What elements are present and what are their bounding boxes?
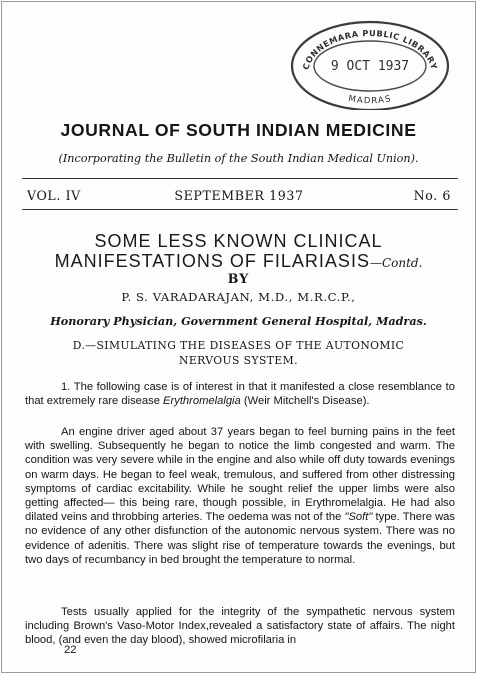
page-number: 22	[64, 644, 77, 656]
header-rule-bottom	[22, 209, 458, 210]
byline: BY	[227, 271, 250, 286]
header-rule-top	[22, 178, 458, 179]
paragraph-2-text-b: type. There was no evidence of any other disfunction of the autonomic nervous system. There was no evidence of adenitis. There was slight rise of temperature towards the evenings, but two days of recumbancy in bed brought the temperature to normal.	[25, 511, 455, 566]
paragraph-2	[25, 425, 455, 567]
section-heading-line1: D.—SIMULATING THE DISEASES OF THE AUTONOMIC	[72, 339, 405, 352]
volume-label: VOL. IV	[27, 188, 81, 203]
article-title-line1: SOME LESS KNOWN CLINICAL	[94, 231, 383, 251]
article-title-line2-text: MANIFESTATIONS OF FILARIASIS	[54, 251, 370, 271]
section-heading	[2, 338, 475, 368]
issue-number: No. 6	[413, 188, 451, 203]
article-title	[2, 231, 475, 273]
paragraph-3	[25, 605, 455, 648]
paragraph-1	[25, 380, 455, 408]
paragraph-1-emphasis: Erythromelalgia	[163, 395, 241, 408]
paragraph-1-text-a: 1. The following case is of interest in that it manifested a close resemblance to that extremely rare disease	[25, 381, 455, 408]
section-heading-line2: NERVOUS SYSTEM.	[179, 354, 298, 367]
paragraph-1-text-b: (Weir Mitchell's Disease).	[240, 395, 370, 408]
library-stamp	[286, 14, 454, 110]
journal-subtitle: (Incorporating the Bulletin of the South Indian Medical Union).	[58, 152, 419, 165]
svg-text:CONNEMARA PUBLIC LIBRARY: CONNEMARA PUBLIC LIBRARY	[300, 27, 440, 71]
journal-page	[1, 1, 476, 673]
paragraph-2-text-a: An engine driver aged about 37 years began to feel burning pains in the feet with swelling. Subsequently he began to notice the limb congested and warm. The condition was very severe while in the engine and also while off duty towards evenings on warm days. He began to feel weak, tremulous, and suffered from other distressing symptoms of cardiac excitability. While he sought relief the upper limbs were also getting affected— this being rare, though possible, in Erythromelalgia. He had also dilated veins and throbbing arteries. The oedema was not of the	[25, 426, 455, 524]
journal-title: JOURNAL OF SOUTH INDIAN MEDICINE	[60, 120, 417, 140]
library-stamp-seal	[286, 14, 454, 110]
paragraph-3-text: Tests usually applied for the integrity of the sympathetic nervous system including Brown's Vaso-Motor Index,revealed a satisfactory state of affairs. The night blood, (and even the day blood), showed microfilaria in	[25, 606, 455, 647]
article-contd: —Contd.	[369, 256, 423, 270]
paragraph-2-emphasis: "Soft"	[344, 511, 373, 524]
author-name: P. S. VARADARAJAN, M.D., M.R.C.P.,	[121, 290, 356, 304]
svg-text:9 OCT 1937: 9 OCT 1937	[330, 59, 410, 74]
svg-text:MADRAS: MADRAS	[347, 94, 393, 107]
issue-date: SEPTEMBER 1937	[174, 188, 304, 203]
author-affiliation: Honorary Physician, Government General Hospital, Madras.	[50, 314, 427, 328]
article-title-line2	[2, 251, 475, 273]
